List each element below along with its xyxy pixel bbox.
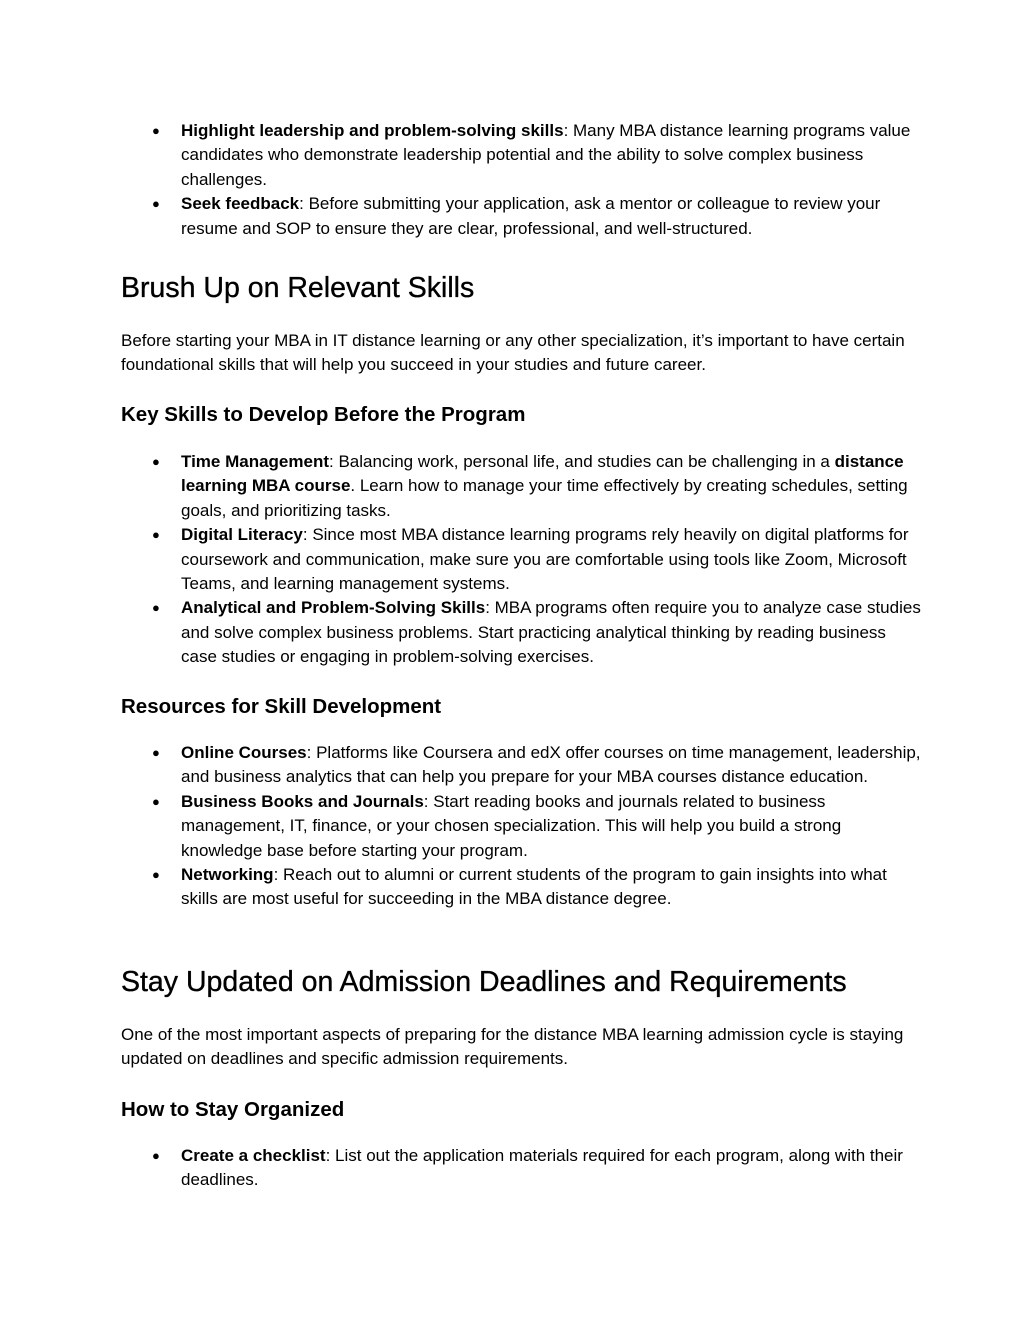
- item-text: : Since most MBA distance learning programs rely heavily on digital platforms for coursework and communication, make sure you are comfortable using tools like Zoom, Microsoft Teams, and learning management systems.: [181, 525, 909, 594]
- intro-bullet-list: [121, 119, 921, 241]
- bullet-icon: ●: [152, 454, 160, 469]
- list-item: [121, 523, 921, 596]
- item-text: : List out the application materials required for each program, along with their deadlines.: [181, 1146, 903, 1190]
- list-item: [121, 596, 921, 669]
- bullet-icon: ●: [152, 745, 160, 760]
- item-text: : Reach out to alumni or current students of the program to gain insights into what skills are most useful for succeeding in the MBA distance degree.: [181, 865, 887, 909]
- item-term: Business Books and Journals: [181, 791, 424, 811]
- subsection-heading: How to Stay Organized: [121, 1098, 345, 1121]
- bullet-icon: ●: [152, 196, 160, 212]
- list-item: [121, 450, 921, 523]
- item-text: : Start reading books and journals related to business management, IT, finance, or your chosen specialization. This will help you build a strong knowledge base before starting your program.: [181, 791, 842, 860]
- organize-list: [121, 1144, 921, 1193]
- item-term: Highlight leadership and problem-solving skills: [181, 121, 564, 140]
- list-item: [121, 863, 921, 912]
- item-term: Analytical and Problem-Solving Skills: [181, 598, 486, 618]
- section-heading: Brush Up on Relevant Skills: [121, 272, 475, 304]
- subsection-heading: Key Skills to Develop Before the Program: [121, 403, 526, 426]
- bullet-icon: ●: [152, 1148, 160, 1163]
- item-text: : Many MBA distance learning programs value candidates who demonstrate leadership potential and the ability to solve complex business challenges.: [181, 121, 911, 189]
- bullet-icon: ●: [152, 867, 160, 883]
- section-intro: One of the most important aspects of preparing for the distance MBA learning admission cycle is staying updated on deadlines and specific admission requirements.: [121, 1025, 904, 1069]
- list-item: [121, 1144, 921, 1193]
- item-term: Online Courses: [181, 743, 307, 762]
- item-term: Digital Literacy: [181, 525, 303, 545]
- list-item: [121, 790, 921, 863]
- item-term: Create a checklist: [181, 1146, 326, 1165]
- list-item: [121, 192, 921, 241]
- item-text: : MBA programs often require you to analyze case studies and solve complex business problems. Start practicing analytical thinking by reading business case studies or engaging in problem-solving exercises.: [181, 598, 921, 667]
- bullet-icon: ●: [152, 600, 160, 616]
- bullet-icon: ●: [152, 793, 160, 809]
- item-text: : Platforms like Coursera and edX offer courses on time management, leadership, and business analytics that can help you prepare for your MBA courses distance education.: [181, 743, 921, 787]
- item-text: . Learn how to manage your time effectively by creating schedules, setting goals, and prioritizing tasks.: [181, 476, 908, 520]
- list-item: [121, 119, 921, 192]
- subsection-heading: Resources for Skill Development: [121, 695, 442, 718]
- resources-list: [121, 741, 921, 912]
- list-item: [121, 741, 921, 790]
- key-skills-list: [121, 450, 921, 670]
- section-intro: Before starting your MBA in IT distance learning or any other specialization, it’s important to have certain foundational skills that will help you succeed in your studies and future career.: [121, 331, 905, 375]
- item-emphasis: distance learning MBA course: [181, 452, 904, 496]
- item-term: Time Management: [181, 452, 330, 471]
- bullet-icon: ●: [152, 123, 160, 138]
- item-text: : Before submitting your application, ask a mentor or colleague to review your resume and SOP to ensure they are clear, professional, and well-structured.: [181, 194, 881, 238]
- section-heading: Stay Updated on Admission Deadlines and Requirements: [121, 966, 847, 998]
- bullet-icon: ●: [152, 527, 160, 543]
- item-text: : Balancing work, personal life, and studies can be challenging in a: [329, 452, 835, 471]
- item-term: Seek feedback: [181, 194, 300, 214]
- item-term: Networking: [181, 865, 274, 885]
